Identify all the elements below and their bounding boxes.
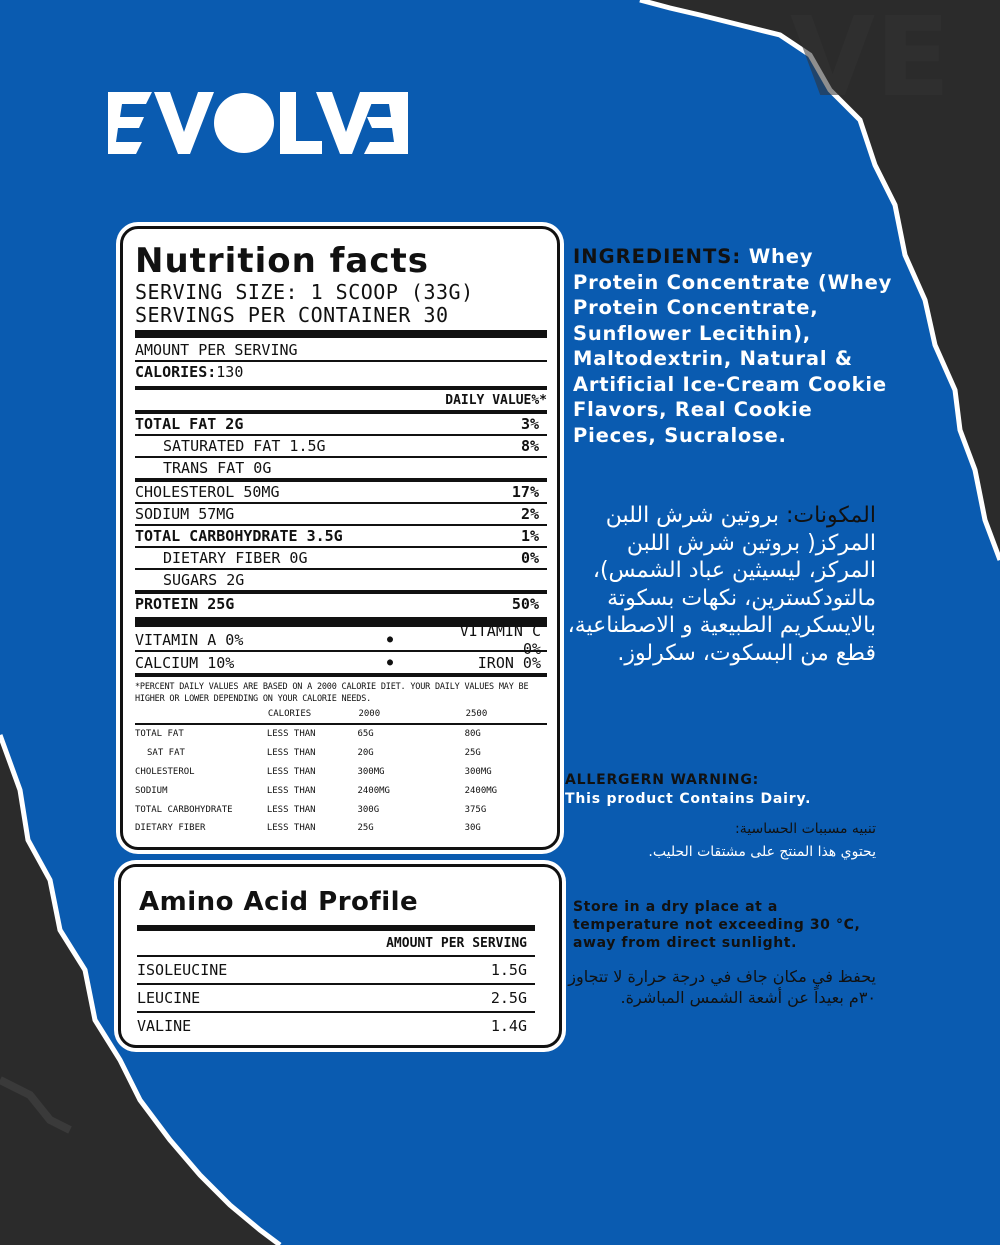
table-row <box>135 781 547 800</box>
table-header-row <box>135 705 547 723</box>
bullet-icon: ● <box>386 634 394 645</box>
table-row <box>135 763 547 782</box>
nutrient-label: TOTAL FAT 2G <box>135 415 244 433</box>
daily-value-header: DAILY VALUE%* <box>445 392 547 408</box>
allergen-en <box>565 771 811 809</box>
amount-per-serving-row <box>135 340 547 360</box>
nutrient-row <box>135 414 547 434</box>
nutrient-row <box>135 436 547 456</box>
table-cell: 25G <box>357 823 374 834</box>
table-cell: LESS THAN <box>266 766 316 777</box>
nutrient-label: TOTAL CARBOHYDRATE 3.5G <box>135 527 343 545</box>
table-cell: 375G <box>464 804 487 815</box>
amount-per-serving-label: AMOUNT PER SERVING <box>135 341 298 359</box>
nutrient-row <box>135 504 547 524</box>
table-cell: SAT FAT <box>147 748 185 759</box>
table-row <box>135 819 547 838</box>
allergen-ar-label: تنبيه مسببات الحساسية: <box>735 821 876 837</box>
nutrient-label: SATURATED FAT 1.5G <box>163 437 326 455</box>
amino-row <box>135 985 545 1011</box>
amino-acid-panel <box>118 864 562 1048</box>
table-cell: LESS THAN <box>266 785 316 796</box>
table-header-cell: 2000 <box>358 709 381 719</box>
nutrient-row <box>135 570 547 590</box>
daily-value-footnote: *PERCENT DAILY VALUES ARE BASED ON A 2000 CALORIE DIET. YOUR DAILY VALUES MAY BE HIGHER OR LOWER DEPENDING ON YOUR CALORIE NEEDS. <box>135 682 529 704</box>
brand-logo <box>108 92 408 154</box>
vitamin-row <box>135 621 547 658</box>
vitamin-right: VITAMIN C 0% <box>459 621 541 658</box>
table-cell: 25G <box>464 748 481 759</box>
nutrient-label: SODIUM 57MG <box>135 505 235 523</box>
vitamin-left: CALCIUM 10% <box>135 653 235 672</box>
table-cell: DIETARY FIBER <box>135 823 206 834</box>
storage-en: Store in a dry place at a temperature not exceeding 30 °C, away from direct sunlight. <box>573 899 861 951</box>
storage-ar: يحفظ في مكان جاف في درجة حرارة لا تتجاوز ٣٠م بعيداً عن أشعة الشمس المباشرة. <box>568 967 876 1007</box>
amino-row <box>135 1013 545 1039</box>
allergen-text: This product Contains Dairy. <box>565 791 812 807</box>
amino-value: 2.5G <box>490 989 527 1007</box>
bullet-icon: ● <box>386 657 394 668</box>
ingredients-label: INGREDIENTS: <box>573 245 742 268</box>
vitamin-right: IRON 0% <box>477 653 541 672</box>
amino-row <box>135 957 545 983</box>
table-cell: LESS THAN <box>266 804 316 815</box>
amino-title: Amino Acid Profile <box>139 887 419 917</box>
amino-label: VALINE <box>137 1017 192 1035</box>
table-header-cell: CALORIES <box>267 709 312 719</box>
nutrient-row <box>135 594 547 614</box>
nutrient-label: PROTEIN 25G <box>135 595 235 613</box>
nutrient-label: SUGARS 2G <box>163 571 245 589</box>
table-cell: 30G <box>464 823 481 834</box>
calories-row <box>135 362 547 382</box>
table-row <box>135 725 547 744</box>
divider <box>135 673 547 677</box>
nutrition-facts-panel <box>120 226 560 850</box>
table-cell: 300G <box>357 804 380 815</box>
table-cell: 300MG <box>357 766 385 777</box>
table-cell: 2400MG <box>357 785 390 796</box>
nutrient-dv: 1% <box>520 527 539 545</box>
svg-text:VE: VE <box>790 0 951 121</box>
table-header-cell <box>135 705 267 723</box>
table-cell: TOTAL FAT <box>135 729 184 740</box>
calories-value: 130 <box>216 363 244 381</box>
table-cell: LESS THAN <box>266 748 316 759</box>
allergen-ar-text: يحتوي هذا المنتج على مشتقات الحليب. <box>648 844 876 860</box>
ingredients-ar-label: المكونات: <box>786 503 876 528</box>
table-cell: LESS THAN <box>266 729 316 740</box>
table-cell: CHOLESTEROL <box>135 766 195 777</box>
calories-label: CALORIES: <box>135 363 217 381</box>
nutrient-label: DIETARY FIBER 0G <box>163 549 308 567</box>
nutrient-row <box>135 548 547 568</box>
servings-per-container: SERVINGS PER CONTAINER 30 <box>135 303 449 327</box>
daily-value-table <box>135 705 547 838</box>
nutrient-label: TRANS FAT 0G <box>163 459 272 477</box>
table-cell: SODIUM <box>135 785 168 796</box>
nutrient-label: CHOLESTEROL 50MG <box>135 483 280 501</box>
amino-value: 1.4G <box>490 1017 527 1035</box>
allergen-label: ALLERGERN WARNING: <box>565 772 760 788</box>
ingredients-text: Whey Protein Concentrate (Whey Protein Concentrate, Sunflower Lecithin), Maltodextrin, Natural & Artificial Ice-Cream Cookie Flavors, Real Cookie Pieces, Sucralose. <box>573 245 893 447</box>
amino-header: AMOUNT PER SERVING <box>386 935 527 951</box>
table-cell: 300MG <box>464 766 492 777</box>
daily-value-header-row <box>135 390 547 410</box>
amino-label: LEUCINE <box>137 989 201 1007</box>
amino-label: ISOLEUCINE <box>137 961 228 979</box>
nutrient-dv: 2% <box>520 505 539 523</box>
nutrient-dv: 0% <box>520 549 539 567</box>
table-row <box>135 744 547 763</box>
table-cell: LESS THAN <box>266 823 316 834</box>
nutrient-dv: 17% <box>511 483 539 501</box>
nutrient-row <box>135 482 547 502</box>
table-cell: 2400MG <box>464 785 498 796</box>
nutrient-dv: 8% <box>520 437 539 455</box>
allergen-ar <box>560 818 876 864</box>
vitamin-row <box>135 652 547 673</box>
divider <box>135 330 547 338</box>
table-row <box>135 800 547 819</box>
amino-header-row <box>135 931 545 955</box>
table-cell: TOTAL CARBOHYDRATE <box>135 804 233 815</box>
ingredients-ar-text: بروتين شرش اللبن المركز( بروتين شرش اللبن المركز، ليسيثين عباد الشمس)، مالتودكسترين، نكهات بسكوتة بالايسكريم الطبيعية و الاصطناعية، قطع من البسكوت، سكرلوز. <box>567 503 876 666</box>
nutrient-dv: 3% <box>520 415 539 433</box>
table-cell: 80G <box>464 729 481 740</box>
ingredients-en <box>573 244 893 448</box>
serving-size: SERVING SIZE: 1 SCOOP (33G) <box>135 280 474 304</box>
vitamin-left: VITAMIN A 0% <box>135 630 244 649</box>
table-header-cell: 2500 <box>465 709 488 719</box>
nutrition-title: Nutrition facts <box>135 241 430 281</box>
table-cell: 65G <box>357 729 374 740</box>
ingredients-ar <box>566 502 876 667</box>
nutrient-row <box>135 526 547 546</box>
amino-value: 1.5G <box>490 961 527 979</box>
table-cell: 20G <box>357 748 374 759</box>
nutrient-dv: 50% <box>511 595 539 613</box>
nutrient-row <box>135 458 547 478</box>
